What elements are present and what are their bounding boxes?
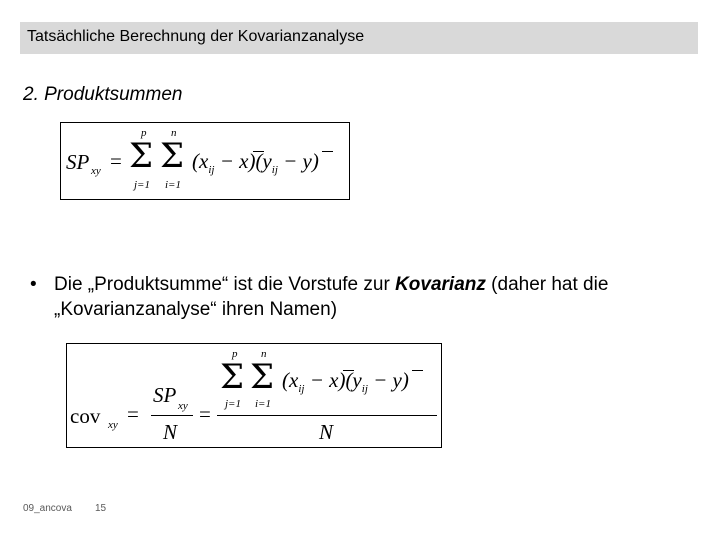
formula-sp-box xyxy=(60,122,350,200)
formula2-lhs: cov xyxy=(70,404,101,428)
formula1-term: $(x_{ij} - x)(y_{ij} - y)$ xyxy=(192,149,319,177)
footer-label: 09_ancova xyxy=(23,503,72,514)
formula2-equals-1: = xyxy=(127,402,139,426)
emphasis-kovarianz: Kovarianz xyxy=(395,274,486,295)
formula2-sum1-upper: p xyxy=(232,348,238,360)
fraction-bar xyxy=(217,415,437,416)
formula2-big-den: N xyxy=(319,420,334,444)
formula2-frac-den: N xyxy=(163,420,178,444)
formula2-equals-2: = xyxy=(199,402,211,426)
formula1-lhs: SP xyxy=(66,150,90,174)
mean-bar xyxy=(322,151,333,152)
formula2-sum2-lower: i=1 xyxy=(255,398,271,410)
formula1-equals: = xyxy=(110,149,122,173)
sigma-icon: Σ xyxy=(129,136,154,176)
formula1-lhs-sub: xy xyxy=(91,165,101,177)
mean-bar xyxy=(343,370,354,371)
page-number: 15 xyxy=(95,503,107,514)
formula1-sum2-upper: n xyxy=(171,127,177,139)
slide-title: Tatsächliche Berechnung der Kovarianzanalyse xyxy=(27,28,365,45)
sigma-icon: Σ xyxy=(250,357,275,397)
slide-header xyxy=(20,22,698,54)
fraction-bar xyxy=(151,415,193,416)
sigma-icon: Σ xyxy=(220,357,245,397)
formula1-sum1-upper: p xyxy=(141,127,147,139)
sigma-icon: Σ xyxy=(160,136,185,176)
formula-cov-box xyxy=(66,343,442,448)
bullet-text: Die „Produktsumme“ ist die Vorstufe zur Kovarianz (daher hat die „Kovarianzanalyse“ ihren Namen) xyxy=(54,274,609,320)
bullet-symbol: • xyxy=(30,274,37,295)
mean-bar xyxy=(253,151,264,152)
formula1-sum2-lower: i=1 xyxy=(165,179,181,191)
mean-bar xyxy=(412,370,423,371)
formula2-sum1-lower: j=1 xyxy=(225,398,241,410)
formula1-sum1-lower: j=1 xyxy=(134,179,150,191)
formula2-frac-num-sub: xy xyxy=(178,400,188,412)
formula2-frac-num: SP xyxy=(153,383,177,407)
formula2-term: $(x_{ij} - x)(y_{ij} - y)$ xyxy=(282,368,409,396)
formula2-lhs-sub: xy xyxy=(108,419,118,431)
formula2-sum2-upper: n xyxy=(261,348,267,360)
section-title: 2. Produktsummen xyxy=(23,84,183,105)
